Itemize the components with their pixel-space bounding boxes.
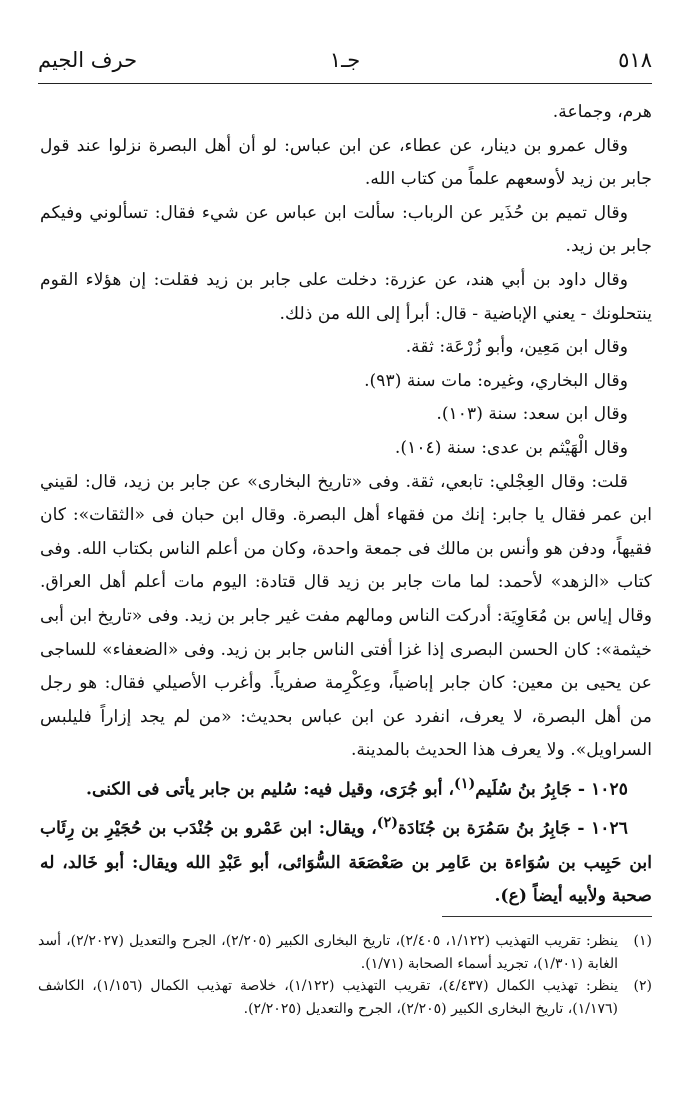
footnote — [38, 930, 652, 975]
paragraph: وقال الْهَيْثم بن عدى: سنة (١٠٤). — [394, 437, 628, 458]
volume-label: جـ١ — [329, 48, 361, 72]
entry-number: ١٠٢٥ — [591, 779, 628, 800]
footnote — [38, 975, 652, 1020]
footnote-number: (١) — [633, 933, 652, 949]
paragraph: وقال تميم بن حُذَير عن الرباب: سألت ابن عباس عن شيء فقال: تسألوني وفيكم جابر بن زيد. — [40, 202, 652, 257]
main-text — [40, 96, 652, 914]
footnote-rule — [442, 916, 652, 917]
footnotes — [38, 930, 652, 1020]
biography-entry: ١٠٢٥ - جَابِرُ بنُ سُلَيم$^{(١)}$، أبو جُرَى، وقيل فيه: سُليم بن جابر يأتى فى الكنى. — [86, 775, 628, 800]
footnote-text: ينظر: تهذيب الكمال (٤/٤٣٧)، تقريب التهذيب (١/١٢٢)، خلاصة تهذيب الكمال (١/١٥٦)، الكاشف (١/١٧٦)، تاريخ البخارى الكبير (٢/٢٠٥)، الجرح والتعديل (٢/٢٠٢٥). — [38, 978, 619, 1017]
paragraph: وقال ابن مَعِين، وأبو زُرْعَة: ثقة. — [405, 337, 628, 358]
page-header — [38, 46, 652, 80]
entry-name: جَابِرُ بنُ سَمُرَة بن جُنَادَة — [398, 818, 571, 839]
chapter-title: حرف الجيم — [38, 48, 138, 72]
paragraph: هرم، وجماعة. — [552, 102, 652, 122]
footnote-ref: (١) — [454, 775, 476, 792]
footnote-ref: (٢) — [376, 815, 399, 832]
paragraph: وقال عمرو بن دينار، عن عطاء، عن ابن عباس: لو أن أهل البصرة نزلوا عند قول جابر بن زيد لأوسعهم علماً من كتاب الله. — [40, 135, 652, 190]
paragraph: وقال داود بن أبي هند، عن عزرة: دخلت على جابر بن زيد فقلت: إن هؤلاء القوم ينتحلونك - يعني الإباضية - قال: أبرأ إلى الله من ذلك. — [40, 269, 652, 324]
footnote-text: ينظر: تقريب التهذيب (١/١٢٢، ٢/٤٠٥)، تاريخ البخارى الكبير (٢/٢٠٥)، الجرح والتعديل (٢/٢٠٢٧)، أسد الغابة (١/٣٠١)، تجريد أسماء الصحابة (١/٧١). — [38, 933, 618, 972]
paragraph: وقال البخاري، وغيره: مات سنة (٩٣). — [364, 370, 628, 391]
biography-entry: ١٠٢٦ - جَابِرُ بنُ سَمُرَة بن جُنَادَة$^{(٢)}$، ويقال: ابن عَمْرو بن جُنْدَب بن حُجَيْرِ بن رِئَاب ابن حَبِيب بن سُوَاءة بن عَامِر بن صَعْصَعَة السُّوَائى، أبو عَبْدِ الله ويقال: أبو خَالد، له صحبة ولأبيه أيضاً (ع). — [40, 815, 652, 907]
entry-number: ١٠٢٦ — [591, 818, 628, 839]
header-rule — [38, 83, 652, 84]
page-number: ٥١٨ — [618, 48, 652, 72]
entry-text: ، ويقال: ابن عَمْرو بن جُنْدَب بن حُجَيْرِ بن رِئَاب ابن حَبِيب بن سُوَاءة بن عَامِر بن صَعْصَعَة السُّوَائى، أبو عَبْدِ الله ويقال: أبو خَالد، له صحبة ولأبيه أيضاً (ع). — [40, 818, 652, 907]
paragraph: وقال ابن سعد: سنة (١٠٣). — [436, 404, 628, 425]
paragraph: قلت: وقال العِجْلي: تابعي، ثقة. وفى «تاريخ البخارى» عن جابر بن زيد، قال: لقيني ابن عمر فقال يا جابر: إنك من فقهاء أهل البصرة. وقال ابن حبان فى «الثقات»: كان فقيهاً، ودفن هو وأنس بن مالك فى جمعة واحدة، وكان من أعلم الناس بكتاب الله. وفى كتاب «الزهد» لأحمد: لما مات جابر بن زيد قال قتادة: اليوم مات أعلم أهل العراق. وقال إياس بن مُعَاوِيَة: أدركت الناس ومالهم مفت غير جابر بن زيد. وفى «تاريخ ابن أبى خيثمة»: كان الحسن البصرى إذا غزا أفتى الناس جابر بن زيد. وفى «الضعفاء» للساجى عن يحيى بن معين: كان جابر إباضياً، وعِكْرِمة صفرياً. وأغرب الأصيلي فقال: هو رجل من أهل البصرة، لا يعرف، انفرد عن ابن عباس بحديث: «من لم يجد إزاراً فليلبس السراويل». ولا يعرف هذا الحديث بالمدينة. — [40, 471, 652, 761]
entry-name: جَابِرُ بنُ سُلَيم — [475, 779, 572, 800]
footnote-number: (٢) — [633, 978, 652, 994]
entry-text: ، أبو جُرَى، وقيل فيه: سُليم بن جابر يأتى فى الكنى. — [86, 779, 454, 800]
